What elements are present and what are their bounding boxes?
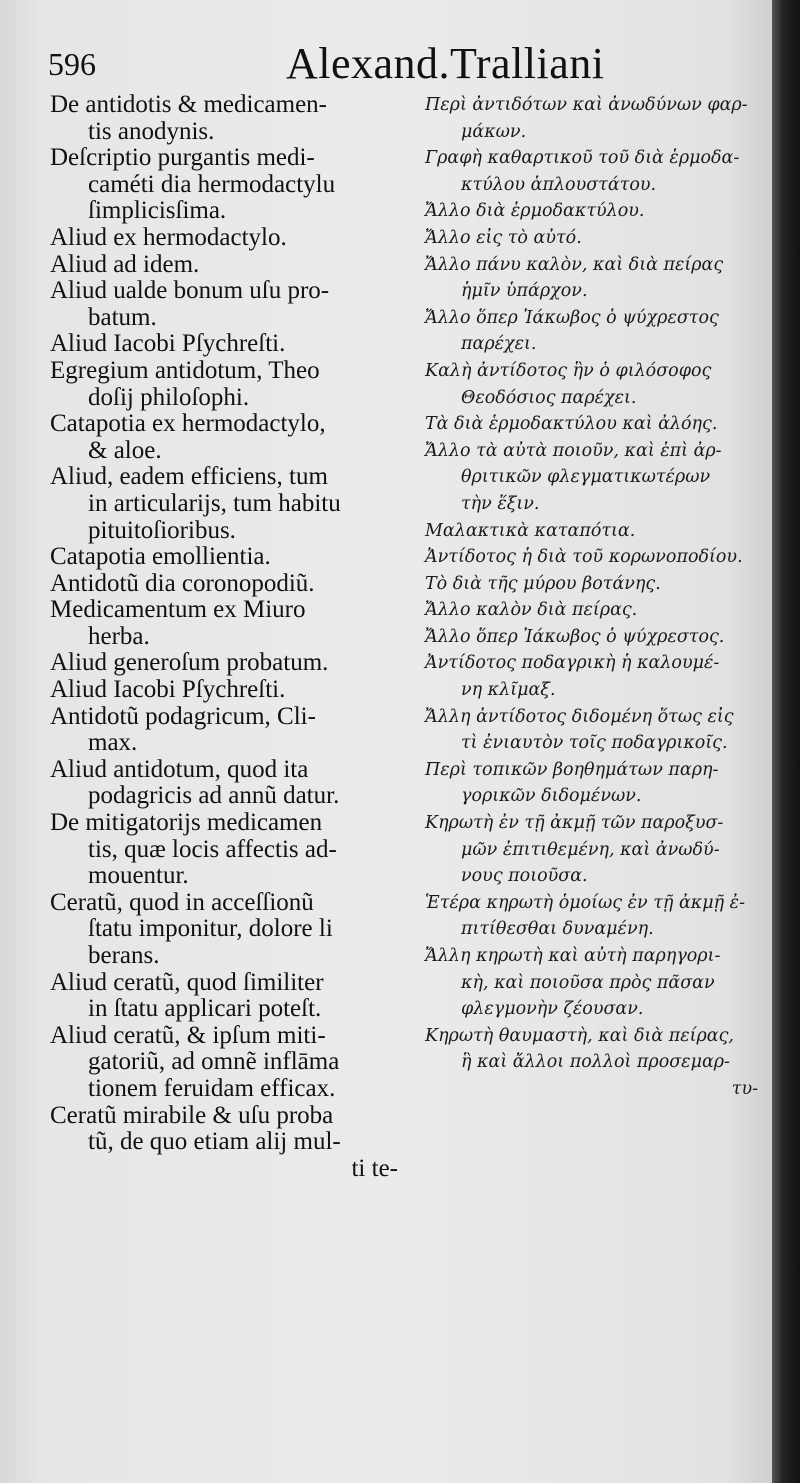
greek-entry-line: Ἄλλο διὰ ἑρμοδακτύλου. [425,201,645,222]
greek-entry-line: κτύλου ἁπλουστάτου. [461,174,657,195]
latin-entry-line: pituitoſioribus. [88,516,236,544]
latin-entry-line: Catapotia emollientia. [50,543,271,571]
latin-entry-line: tis anodynis. [88,117,215,145]
greek-entry-line: Γραφὴ καθαρτικοῦ τοῦ διὰ ἑρμοδα- [425,148,740,169]
greek-entry-line: Μαλακτικὰ καταπότια. [425,520,636,541]
latin-entry-line: berans. [88,942,160,969]
page-number: 596 [48,46,96,82]
greek-entry-line: Ἄλλη κηρωτὴ καὶ αὐτὴ παρηγορι- [425,946,721,966]
latin-entry-line: in articularijs, tum habitu [88,489,341,517]
latin-entry-line: De antidotis & medicamen- [50,91,328,118]
latin-entry-line: Aliud Iacobi Pſychreſti. [50,676,286,704]
latin-entry-line: ſimplicisſima. [88,197,227,225]
latin-entry-line: tũ, de quo etiam alij mul- [88,1128,341,1156]
greek-entry-line: Ἀντίδοτος ἡ διὰ τοῦ κορωνοποδίου. [425,547,743,568]
greek-entry-line: παρέχει. [461,334,537,355]
latin-entry-line: Aliud, eadem efficiens, tum [50,463,328,491]
latin-entry-line: Ceratũ, quod in acceſſionũ [50,888,314,916]
greek-entry-line: Περὶ τοπικῶν βοηθημάτων παρη- [425,759,719,780]
latin-entry-line: tis, quæ locis affectis ad- [88,835,337,863]
latin-entry-line: max. [88,729,138,757]
greek-entry-line: νη κλῖμαξ. [461,680,556,701]
latin-entry-line: podagricis ad annũ datur. [88,782,340,810]
running-title: Alexand.Tralliani [286,39,605,88]
greek-entry-line: Τὰ διὰ ἑρμοδακτύλου καὶ ἀλόης. [425,414,718,435]
latin-entry-line: & aloe. [88,436,162,464]
greek-entry-line: Ἄλλη ἀντίδοτος διδομένη ὅτως εἰς [425,706,734,727]
latin-entry-line: doſij philoſophi. [88,383,250,411]
latin-entry-line: Ceratũ mirabile & uſu proba [50,1101,334,1129]
latin-entry-line: Aliud antidotum, quod ita [50,755,309,783]
latin-entry-line: caméti dia hermodactylu [88,170,336,198]
latin-entry-line: Aliud ualde bonum uſu pro- [50,277,330,305]
greek-entry-line: Ἄλλο καλὸν διὰ πείρας. [425,600,638,621]
latin-entry-line: Antidotũ dia coronopodiũ. [50,569,315,597]
greek-entry-line: τὶ ἐνιαυτὸν τοῖς ποδαγρικοῖς. [461,733,728,754]
latin-entry-line: gatoriũ, ad omnẽ inflāma [88,1048,340,1076]
greek-entry-line: μῶν ἐπιτιθεμένη, καὶ ἀνωδύ- [461,839,720,860]
latin-entry-line: Aliud generoſum probatum. [50,649,329,677]
page-header [48,38,748,98]
greek-entry-line: Ἄλλο ὅπερ Ἰάκωβος ὁ ψύχρεστος [425,307,719,328]
greek-entry-line: Καλὴ ἀντίδοτος ἣν ὁ φιλόσοφος [425,360,712,381]
latin-entry-line: Aliud ad idem. [50,250,200,278]
latin-entry-line: Aliud ceratũ, & ipſum miti- [50,1021,326,1049]
greek-entry-line: Ἄλλο εἰς τὸ αὐτό. [425,227,582,248]
latin-entry-line: batum. [88,303,157,331]
latin-entry-line: herba. [88,622,150,650]
greek-entry-line: Κηρωτὴ ἐν τῇ ἀκμῇ τῶν παροξυσ- [425,813,724,834]
greek-entry-line: ἡμῖν ὑπάρχον. [461,281,588,302]
greek-entry-line: κὴ, καὶ ποιοῦσα πρὸς πᾶσαν [461,972,715,993]
greek-entry-line: γορικῶν διδομένων. [461,786,642,807]
latin-entry-line: ſtatu imponitur, dolore li [88,915,333,943]
greek-entry-line: Ἄλλο ὅπερ Ἰάκωβος ὁ ψύχρεστος. [425,626,725,647]
latin-entry-line: Aliud Iacobi Pſychreſti. [50,330,286,358]
greek-entry-line: Ἄλλο πάνυ καλὸν, καὶ διὰ πείρας [425,254,724,275]
latin-column [50,92,410,1182]
greek-entry-line: μάκων. [461,121,527,142]
latin-entry-line: Aliud ceratũ, quod ſimiliter [50,968,324,996]
latin-entry-line: mouentur. [88,862,189,890]
latin-entry-line: Deſcriptio purgantis medi- [50,144,315,172]
latin-entry-line: Antidotũ podagricum, Cli- [50,702,316,730]
greek-entry-line: Περὶ ἀντιδότων καὶ ἀνωδύνων φαρ- [425,95,748,115]
greek-column [425,92,770,1103]
greek-entry-line: πιτίθεσθαι δυναμένη. [461,919,654,940]
greek-entry-line: Θεοδόσιος παρέχει. [461,387,637,408]
latin-entry-line: Medicamentum ex Miuro [50,596,306,624]
latin-entry-line: Aliud ex hermodactylo. [50,223,287,251]
greek-entry-line: φλεγμονὴν ζέουσαν. [461,999,644,1020]
page-edge [772,0,800,1483]
latin-entry-line: De mitigatorijs medicamen [50,809,323,837]
latin-entry-line: in ſtatu applicari poteſt. [88,995,322,1023]
latin-entry-line: Catapotia ex hermodactylo, [50,410,326,438]
greek-entry-line: Κηρωτὴ θαυμαστὴ, καὶ διὰ πείρας, [425,1025,734,1046]
greek-entry-line: τυ- [731,1078,758,1099]
latin-entry-line: Egregium antidotum, Theo [50,356,320,384]
greek-entry-line: Ἀντίδοτος ποδαγρικὴ ἡ καλουμέ- [425,653,720,674]
greek-entry-line: θριτικῶν φλεγματικωτέρων [461,467,711,488]
greek-entry-line: Ἑτέρα κηρωτὴ ὁμοίως ἐν τῇ ἀκμῇ ἐ- [425,892,745,913]
latin-entry-line: tionem feruidam efficax. [88,1074,336,1102]
greek-entry-line: νους ποιοῦσα. [461,866,588,887]
latin-entry-line: ti te- [351,1154,398,1182]
greek-entry-line: Ἄλλο τὰ αὐτὰ ποιοῦν, καὶ ἐπὶ ἀρ- [425,440,722,461]
greek-entry-line: ἣ καὶ ἄλλοι πολλοὶ προσεμαρ- [461,1052,730,1073]
greek-entry-line: Τὸ διὰ τῆς μύρου βοτάνης. [425,573,661,594]
greek-entry-line: τὴν ἕξιν. [461,493,540,514]
